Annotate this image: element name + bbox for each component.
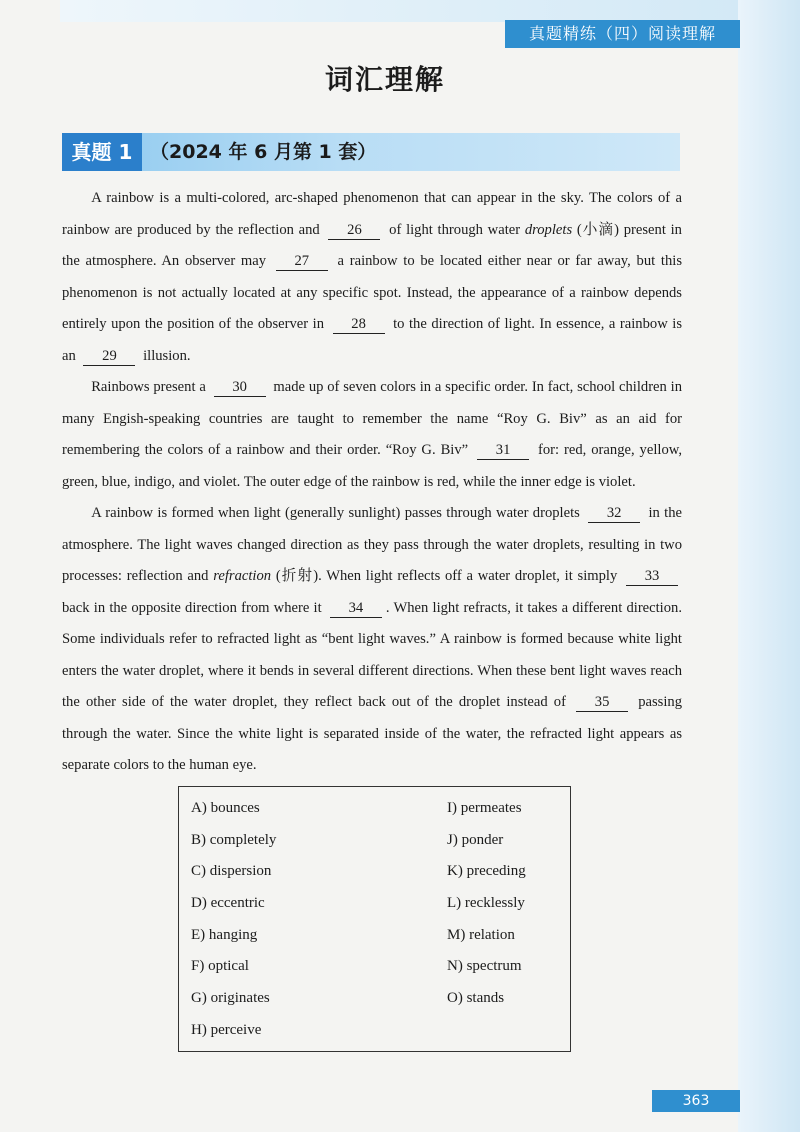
passage-text: a rainbow to be located either near or far away, but this phenomenon is not actually located at any specific spot. Instead, the appearance of a rainbow depends entirely upon the position of the observer in	[62, 253, 682, 332]
passage-italic: refraction	[213, 568, 272, 584]
word-option: C) dispersion	[191, 863, 272, 880]
word-option: J) ponder	[447, 831, 504, 848]
blank-32: 32	[588, 504, 640, 523]
word-option: D) eccentric	[191, 895, 265, 912]
word-option: O) stands	[447, 990, 505, 1007]
word-option: B) completely	[191, 831, 277, 848]
word-option: M) relation	[447, 926, 515, 943]
passage-gloss: (小滴)	[576, 221, 620, 238]
page-title: 词汇理解	[324, 63, 445, 96]
question-source: （2024 年 6 月第 1 套）	[150, 141, 377, 163]
passage-text: of light through water	[384, 221, 525, 238]
top-decor-strip	[60, 0, 740, 22]
passage-text: passing through the water. Since the white light is separated inside of the water, the refracted light appears as separate colors to the human eye.	[62, 694, 682, 773]
passage-text: for: red, orange, yellow, green, blue, indigo, and violet. The outer edge of the rainbow is red, while the inner edge is violet.	[62, 442, 682, 490]
paragraph-3	[62, 498, 682, 782]
blank-29: 29	[83, 347, 135, 366]
word-option: K) preceding	[447, 863, 526, 880]
word-bank-right-column	[447, 797, 526, 1019]
passage-italic: droplets	[524, 221, 573, 238]
blank-31: 31	[477, 441, 529, 460]
passage-text: A rainbow is formed when light (generally sunlight) passes through water droplets	[91, 505, 585, 521]
blank-30: 30	[214, 378, 266, 397]
word-option: A) bounces	[191, 800, 260, 816]
blank-26: 26	[328, 221, 380, 240]
word-option: N) spectrum	[447, 958, 522, 975]
passage-text: . When light reflects off a water droplet, it simply	[318, 568, 622, 584]
blank-28: 28	[333, 315, 385, 334]
page-number: 363	[652, 1090, 740, 1112]
passage-gloss: (折射)	[275, 568, 319, 584]
blank-33: 33	[626, 567, 678, 586]
passage-text: back in the opposite direction from where it	[62, 599, 326, 616]
paragraph-2	[62, 372, 682, 498]
right-decor-strip	[738, 0, 800, 1132]
word-option: I) permeates	[447, 800, 522, 816]
blank-27: 27	[276, 252, 328, 271]
blank-34: 34	[330, 599, 382, 618]
passage-text: . When light refracts, it takes a different direction. Some individuals refer to refracted light as “bent light waves.” A rainbow is formed because white light enters the water droplet, where it bends in several different directions. When these bent light waves reach the other side of the water droplet, they reflect back out of the droplet instead of	[62, 599, 682, 710]
word-option: L) recklessly	[447, 895, 525, 912]
section-header: 真题精练（四）阅读理解	[505, 20, 740, 48]
blank-35: 35	[576, 693, 628, 712]
question-header	[62, 133, 680, 171]
passage-text: A rainbow is a multi-colored, arc-shaped phenomenon that can appear in the sky. The colors of a rainbow are produced by the reflection and	[62, 190, 682, 238]
passage-text: to the direction of light. In essence, a rainbow is an	[62, 316, 683, 364]
word-bank-left-column	[191, 797, 276, 1051]
passage-text: illusion.	[139, 347, 191, 364]
word-option: H) perceive	[191, 1021, 262, 1038]
paragraph-1	[62, 183, 682, 372]
passage-text: in the atmosphere. The light waves changed direction as they pass through the water droplets, resulting in two processes: reflection and	[62, 505, 682, 584]
passage-text: Rainbows present a	[91, 379, 210, 395]
passage	[62, 183, 682, 782]
word-option: F) optical	[191, 958, 249, 975]
question-label: 真题 1	[62, 133, 142, 171]
passage-text: present in the atmosphere. An observer may	[62, 221, 682, 269]
word-option: E) hanging	[191, 926, 258, 943]
word-option: G) originates	[191, 990, 270, 1007]
passage-text: made up of seven colors in a specific order. In fact, school children in many Engish-speaking countries are taught to remember the name “Roy G. Biv” as an aid for remembering the colors of a rainbow and their order. “Roy G. Biv”	[62, 379, 682, 458]
word-bank	[178, 786, 571, 1052]
